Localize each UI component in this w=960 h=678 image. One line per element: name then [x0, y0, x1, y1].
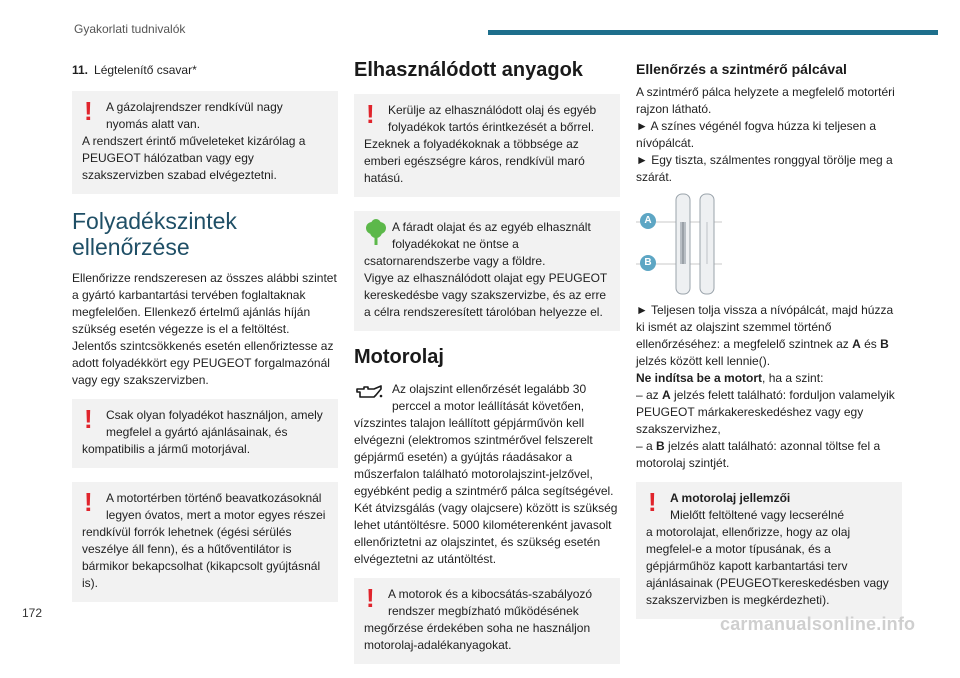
paragraph-dipstick-intro: A szintmérő pálca helyzete a megfelelő motortéri rajzon látható. ► A színes végénél fogva húzza ki teljesen a nívópálcát. ► Egy tiszta, szálmentes ronggyal törölje meg a szárát.	[636, 85, 895, 184]
warning-box-fuel-pressure: ! A gázolajrendszer rendkívül nagy nyomás alatt van. A rendszert érintő műveleteket kizárólag a PEUGEOT hálózatban vagy egy szakszervizben szabad elvégeztetni.	[72, 91, 338, 194]
list-item-11	[72, 62, 338, 79]
section-heading-fluid-levels: Folyadékszintek ellenőrzése	[72, 208, 237, 260]
page-number: 172	[22, 606, 43, 620]
oil-can-icon	[354, 383, 384, 403]
warning-exclamation-icon: !	[84, 96, 93, 126]
section-title: Gyakorlati tudnivalók	[74, 22, 186, 36]
header-accent-bar	[488, 30, 938, 35]
section-heading-used-materials: Elhasználódott anyagok	[354, 59, 583, 81]
warning-box-skin-contact: ! Kerülje az elhasználódott olaj és egyéb folyadékok tartós érintkezését a bőrrel. Ezeknek a folyadékoknak a többsége az emberi egészségre káros, rendkívül maró hatású.	[354, 94, 620, 197]
item-text: Légtelenítő csavar*	[94, 63, 197, 77]
section-heading-engine-oil: Motorolaj	[354, 346, 444, 368]
section-heading-dipstick: Ellenőrzés a szintmérő pálcával	[636, 61, 847, 77]
item-number: 11.	[72, 63, 89, 77]
warning-exclamation-icon: !	[84, 487, 93, 517]
paragraph-engine-oil: Az olajszint ellenőrzését legalább 30 perccel a motor leállítását követően, vízszintes talajon leállított gépjárművön kell elvégezni (elektromos szintmérővel felszerelt gépjármű esetén) a gyújtás ráadásakor a műszerfalon található motorolajszint-jelzővel, egyébként pedig a szintmérő pálca segítségével. Két átvizsgálás (vagy olajcsere) között is szükség lehet utántöltésre. 5000 kilométerenként javasolt ellenőriztetni az olajszintet, és szükség esetén elvégeztetni az utántöltést.	[354, 382, 618, 566]
paragraph-below-b: – a B jelzés alatt található: azonnal töltse fel a motorolaj szintjét.	[636, 439, 881, 470]
warning-box-oil-characteristics: ! A motorolaj jellemzői Mielőtt feltöltené vagy lecserélné a motorolajat, ellenőrizze, hogy az olaj megfelel-e a motor típusának, és a gépjárműhöz kapott karbantartási terv ajánlásainak (PEUGEOTkereskedésben vagy szakszervizben is megkérdezheti).	[636, 482, 902, 619]
middle-column	[354, 58, 620, 678]
warning-box-oil-additives: ! A motorok és a kibocsátás-szabályozó rendszer megbízható működésének megőrzése érdekében soha ne használjon motorolaj-adalékanyagokat.	[354, 578, 620, 664]
dipstick-label-a: A	[640, 213, 656, 229]
warning-box-fluid-type: ! Csak olyan folyadékot használjon, amely megfelel a gyártó ajánlásainak, és kompatibilis a jármű motorjával.	[72, 399, 338, 468]
warning-exclamation-icon: !	[84, 404, 93, 434]
paragraph-dipstick-check: ► Teljesen tolja vissza a nívópálcát, majd húzza ki ismét az olajszint szemmel történő ellenőrzéséhez: a megfelelő szintnek az A és B jelzés között kell lennie().	[636, 303, 894, 368]
paragraph-fluid-levels: Ellenőrizze rendszeresen az összes alábbi szintet a gyártó karbantartási tervében foglaltaknak megfelelően. Ellenkező értelmű ajánlás híján szükség esetén végezze is el a feltöltést. Jelentős szintcsökkenés esetén ellenőriztesse az adott folyadékkört egy PEUGEOT forgalmazónál vagy egy szakszervizben.	[72, 271, 337, 387]
dipstick-label-b: B	[640, 255, 656, 271]
warning-text: A rendszert érintő műveleteket kizárólag a PEUGEOT hálózatban vagy egy szakszervizben szabad elvégeztetni.	[82, 134, 306, 182]
dipstick-illustration	[636, 194, 902, 294]
warning-exclamation-icon: !	[366, 583, 375, 613]
left-column	[72, 58, 338, 616]
warning-box-engine-hot: ! A motortérben történő beavatkozásoknál legyen óvatos, mert a motor egyes részei rendkívül forrók lehetnek (égési sérülés veszélye áll fenn), és a hűtőventilátor is bármikor bekapcsolhat (kikapcsolt gyújtásnál is).	[72, 482, 338, 602]
right-column	[636, 58, 902, 633]
paragraph-above-a: – az A jelzés felett található: forduljon valamelyik PEUGEOT márkakereskedéshez vagy egy szakszervizhez,	[636, 388, 895, 436]
paragraph-no-start: Ne indítsa be a motort, ha a szint:	[636, 371, 824, 385]
warning-exclamation-icon: !	[648, 487, 657, 517]
eco-box-disposal: A fáradt olajat és az egyéb elhasznált folyadékokat ne öntse a csatornarendszerbe vagy a földre. Vigye az elhasználódott olajat egy PEUGEOT kereskedésbe vagy szakszervizbe, és az erre a célra rendszeresített tárolóban helyezze el.	[354, 211, 620, 331]
dipstick-diagram	[636, 194, 902, 294]
tree-eco-icon	[364, 219, 388, 247]
footer-watermark-url: carmanualsonline.info	[720, 614, 916, 634]
warning-exclamation-icon: !	[366, 99, 375, 129]
